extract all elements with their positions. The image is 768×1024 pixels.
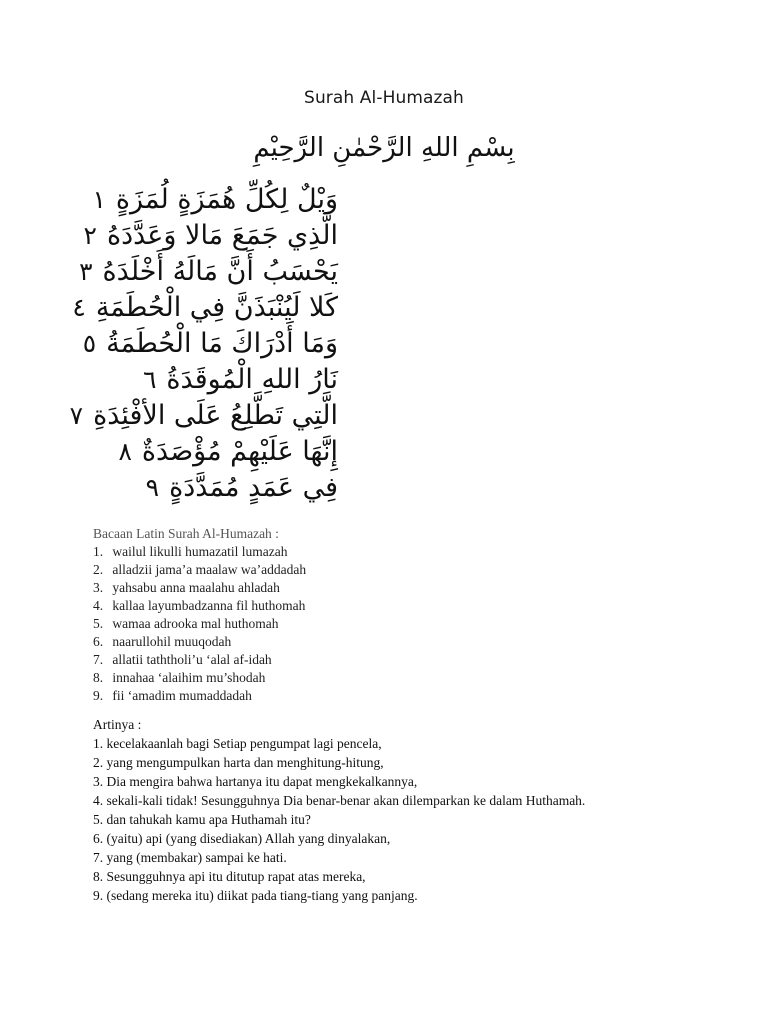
- arabic-verse-line: [88, 182, 338, 218]
- arabic-verse-line: [83, 218, 338, 254]
- verse-text: وَمَا أَدْرَاكَ مَا الْحُطَمَةُ: [106, 328, 338, 359]
- verse-text: يَحْسَبُ أَنَّ مَالَهُ أَخْلَدَهُ: [102, 256, 338, 287]
- latin-item-number: 6.: [93, 634, 104, 649]
- arabic-verse-line: [88, 362, 338, 398]
- verse-text: فِي عَمَدٍ مُمَدَّدَةٍ: [169, 472, 338, 503]
- arabic-verse-line: [69, 398, 338, 434]
- arabic-verse-line: [82, 326, 338, 362]
- translation-item: 2. yang mengumpulkan harta dan menghitung-hitung,: [93, 755, 384, 770]
- verse-text: الَّتِي تَطَّلِعُ عَلَى الأفْئِدَةِ: [93, 400, 338, 431]
- latin-item-number: 3.: [93, 580, 104, 595]
- translation-item: 1. kecelakaanlah bagi Setiap pengumpat lagi pencela,: [93, 736, 382, 751]
- latin-item-text: yahsabu anna maalahu ahladah: [112, 580, 280, 595]
- latin-item-text: kallaa layumbadzanna fil huthomah: [112, 598, 306, 613]
- verse-number: ٥: [82, 329, 97, 358]
- latin-item-text: innahaa ‘alaihim mu’shodah: [112, 670, 266, 685]
- arabic-verse-line: [79, 254, 338, 290]
- latin-heading: Bacaan Latin Surah Al-Humazah :: [93, 526, 279, 541]
- latin-item-text: wamaa adrooka mal huthomah: [112, 616, 279, 631]
- arabic-verse-line: [88, 434, 338, 470]
- latin-item: [93, 669, 306, 687]
- basmala-heading: بِسْمِ اللهِ الرَّحْمٰنِ الرَّحِيْمِ: [253, 133, 515, 163]
- translation-item: 4. sekali-kali tidak! Sesungguhnya Dia benar-benar akan dilemparkan ke dalam Huthamah.: [93, 793, 586, 808]
- verse-number: ٤: [72, 293, 86, 322]
- translation-item: 8. Sesungguhnya api itu ditutup rapat atas mereka,: [93, 869, 366, 884]
- latin-item: [93, 615, 306, 633]
- translation-item: 9. (sedang mereka itu) diikat pada tiang-tiang yang panjang.: [93, 888, 418, 903]
- arabic-verses: [69, 182, 338, 506]
- translation-item: 7. yang (membakar) sampai ke hati.: [93, 850, 287, 865]
- verse-number: ٩: [145, 473, 160, 502]
- verse-number: ٨: [118, 437, 132, 466]
- latin-item-number: 4.: [93, 598, 104, 613]
- verse-number: ٧: [69, 401, 84, 430]
- translation-item: 5. dan tahukah kamu apa Huthamah itu?: [93, 812, 311, 827]
- latin-item: [93, 561, 306, 579]
- latin-item: [93, 543, 306, 561]
- latin-item-number: 1.: [93, 544, 104, 559]
- verse-number: ١: [92, 185, 106, 214]
- latin-item-number: 7.: [93, 652, 104, 667]
- verse-text: كَلا لَيُنْبَذَنَّ فِي الْحُطَمَةِ: [95, 292, 338, 323]
- verse-number: ٢: [83, 221, 97, 250]
- latin-item: [93, 633, 306, 651]
- arabic-verse-line: [88, 470, 338, 506]
- verse-text: الَّذِي جَمَعَ مَالا وَعَدَّدَهُ: [106, 220, 338, 251]
- latin-item-text: allatii taththoli’u ‘alal af-idah: [112, 652, 272, 667]
- translation-item: 3. Dia mengira bahwa hartanya itu dapat mengkekalkannya,: [93, 774, 418, 789]
- latin-item-text: naarullohil muuqodah: [112, 634, 232, 649]
- latin-item: [93, 579, 306, 597]
- verse-text: وَيْلٌ لِكُلِّ هُمَزَةٍ لُمَزَةٍ: [115, 184, 338, 215]
- latin-item: [93, 687, 306, 705]
- verse-number: ٦: [142, 365, 157, 394]
- latin-transliteration: [93, 525, 306, 705]
- latin-item-number: 2.: [93, 562, 104, 577]
- latin-item-text: alladzii jama’a maalaw wa’addadah: [112, 562, 307, 577]
- latin-item-number: 5.: [93, 616, 104, 631]
- latin-item-number: 8.: [93, 670, 104, 685]
- latin-item-text: wailul likulli humazatil lumazah: [112, 544, 288, 559]
- arabic-verse-line: [72, 290, 338, 326]
- page-title: Surah Al-Humazah: [304, 88, 464, 108]
- verse-text: إِنَّهَا عَلَيْهِمْ مُؤْصَدَةٌ: [141, 436, 338, 467]
- translation-section: [93, 715, 585, 905]
- verse-text: نَارُ اللهِ الْمُوقَدَةُ: [166, 364, 338, 395]
- latin-item-number: 9.: [93, 688, 104, 703]
- latin-item: [93, 651, 306, 669]
- verse-number: ٣: [79, 257, 93, 286]
- latin-item-text: fii ‘amadim mumaddadah: [112, 688, 252, 703]
- latin-item: [93, 597, 306, 615]
- translation-item: 6. (yaitu) api (yang disediakan) Allah yang dinyalakan,: [93, 831, 391, 846]
- translation-heading: Artinya :: [93, 717, 142, 732]
